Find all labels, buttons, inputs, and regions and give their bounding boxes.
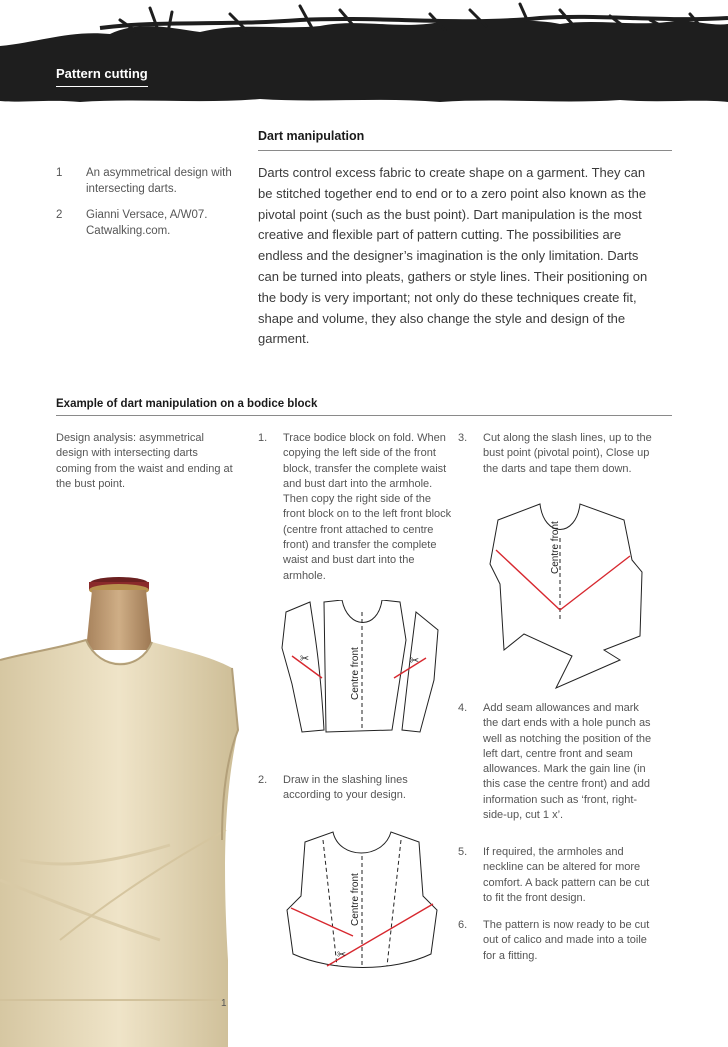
dart-manipulation-heading: Dart manipulation <box>258 129 365 143</box>
diagram-slashing-lines <box>283 826 443 976</box>
step-4 <box>458 701 653 823</box>
centre-front-label: Centre front <box>350 647 361 700</box>
caption-list <box>56 165 246 249</box>
design-analysis-text: Design analysis: asymmetrical design with intersecting darts coming from the waist and ending at the bust point. <box>56 432 233 490</box>
section-title-underline <box>56 86 148 87</box>
step-number: 2. <box>258 774 268 786</box>
dart-heading-rule <box>258 150 672 151</box>
example-heading: Example of dart manipulation on a bodice block <box>56 398 318 410</box>
scissors-icon: ✂ <box>337 948 347 961</box>
caption-text: Gianni Versace, A/W07. Catwalking.com. <box>86 209 208 237</box>
step-text: Trace bodice block on fold. When copying the left side of the front block, transfer the complete waist and bust dart into the armhole. Then copy the right side of the front block on to the left front block (centre front attached to centre front) and transfer the complete waist and bust dart into the armhole. <box>283 432 452 582</box>
caption-number: 2 <box>56 209 63 221</box>
centre-front-label: Centre front <box>350 873 361 926</box>
step-text: If required, the armholes and neckline can be altered for more comfort. A back pattern can be cut to fit the front design. <box>483 846 650 904</box>
mannequin-toile-photo <box>0 560 250 1047</box>
centre-front-label: Centre front <box>550 521 561 574</box>
diagram-traced-bodice-block <box>278 600 443 740</box>
step-number: 1. <box>258 432 268 444</box>
caption-item <box>56 207 246 239</box>
step-1 <box>258 431 453 584</box>
example-heading-rule <box>56 415 672 416</box>
step-5 <box>458 845 653 906</box>
step-text: Draw in the slashing lines according to your design. <box>283 774 408 802</box>
step-number: 5. <box>458 846 468 858</box>
step-6 <box>458 918 653 964</box>
step-number: 3. <box>458 432 468 444</box>
diagram-darts-closed <box>484 500 644 690</box>
caption-text: An asymmetrical design with intersecting darts. <box>86 167 232 195</box>
scissors-icon: ✂ <box>300 652 310 665</box>
caption-number: 1 <box>56 167 63 179</box>
step-text: Cut along the slash lines, up to the bust point (pivotal point), Close up the darts and tape them down. <box>483 432 652 475</box>
section-title: Pattern cutting <box>56 66 148 81</box>
step-2 <box>258 773 453 804</box>
page-number: 1 <box>221 998 227 1009</box>
caption-item <box>56 165 246 197</box>
step-3 <box>458 431 653 477</box>
intro-paragraph: Darts control excess fabric to create shape on a garment. They can be stitched together end to end or to a zero point also known as the pivotal point (such as the bust point). Dart manipulation is the most creative and flexible part of pattern cutting. The possibilities are endless and the designer’s imagination is the only limitation. Darts can be turned into pleats, gathers or style lines. Their positioning on the body is very important; not only do these techniques create fit, shape and volume, they also change the style and design of the garment. <box>258 165 648 347</box>
scissors-icon: ✂ <box>410 654 420 667</box>
step-number: 4. <box>458 702 468 714</box>
header-band <box>0 0 728 115</box>
step-text: Add seam allowances and mark the dart ends with a hole punch as well as notching the position of the left dart, centre front and seam allowances. Mark the gain line (in this case the centre front) and add information such as ‘front, right-side-up, cut 1 x’. <box>483 702 652 822</box>
step-text: The pattern is now ready to be cut out of calico and made into a toile for a fitting. <box>483 919 650 962</box>
brush-stroke-banner <box>0 0 728 115</box>
step-number: 6. <box>458 919 468 931</box>
